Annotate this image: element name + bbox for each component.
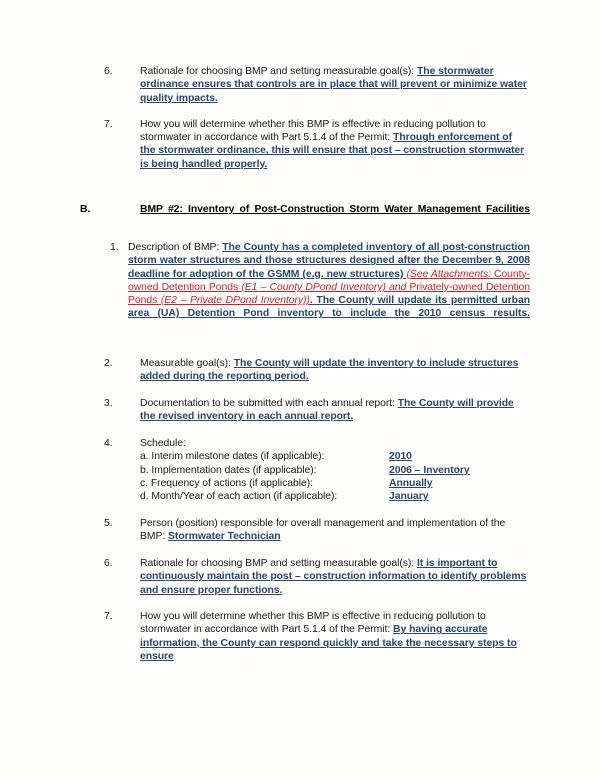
schedule-row-value: Annually	[389, 477, 433, 489]
attachment-ref-1: (See Attachments:	[403, 268, 491, 280]
item-number: 7.	[104, 118, 113, 130]
list-item	[104, 437, 530, 503]
list-item	[104, 557, 530, 597]
list-item	[104, 357, 530, 384]
item-body	[140, 118, 530, 171]
item-body	[140, 357, 530, 384]
attachment-name-2: Privately-owned Detention Ponds	[128, 281, 530, 307]
item-response: The County will provide the revised inventory in each annual report.	[140, 398, 514, 423]
item-body	[140, 557, 530, 597]
list-item	[104, 610, 530, 663]
item-prompt: Description of BMP:	[128, 242, 223, 253]
item-number: 2.	[104, 358, 113, 369]
item-prompt: Measurable goal(s):	[140, 358, 234, 369]
schedule-row	[140, 450, 530, 463]
item-prompt: Rationale for choosing BMP and setting measurable goal(s):	[140, 558, 417, 569]
list-item-measurable-goals	[104, 357, 530, 384]
schedule-label: Schedule:	[140, 438, 186, 449]
page-title: BMP #2: Inventory of Post-Construction Storm Water Management Facilities	[140, 204, 530, 215]
list-item	[104, 65, 530, 105]
schedule-row-label: a. Interim milestone dates (if applicable):	[140, 451, 325, 463]
item-number: 4.	[104, 438, 113, 449]
list-item	[104, 397, 530, 424]
item-response-part-1: The County has a completed inventory of all post-construction storm water structures and those structures designed after the December 9, 2008 deadline for adoption of the GSMM (e.g. new structures)	[128, 242, 530, 280]
list-item	[104, 517, 530, 544]
list-item-responsible-person	[104, 517, 530, 544]
item-body	[128, 241, 530, 334]
item-response: The stormwater ordinance ensures that controls are in place that will prevent or minimize water quality impacts.	[140, 66, 527, 104]
item-number: 3.	[104, 398, 113, 409]
item-number: 6.	[104, 558, 113, 569]
schedule-row	[140, 490, 530, 503]
section-letter: B.	[80, 204, 91, 215]
item-number: 6.	[104, 66, 113, 77]
section-heading	[80, 203, 530, 230]
list-item-documentation	[104, 397, 530, 424]
list-item-rationale	[104, 557, 530, 597]
item-body	[140, 437, 530, 503]
item-prompt: How you will determine whether this BMP is effective in reducing pollution to stormwater in accordance with Part 5.1.4 of the Permit:	[140, 611, 486, 636]
list-item	[104, 118, 530, 171]
item-prompt: Documentation to be submitted with each annual report:	[140, 398, 398, 409]
item-number: 1.	[110, 242, 119, 253]
item-body	[140, 517, 530, 544]
previous-bmp-items	[104, 65, 530, 171]
item-body	[140, 65, 530, 105]
schedule-row-value: 2006 – Inventory	[389, 464, 470, 476]
item-response: The County will update the inventory to include structures added during the reporting period.	[140, 358, 519, 383]
schedule-row-label: d. Month/Year of each action (if applicable):	[140, 491, 338, 503]
item-body	[140, 610, 530, 663]
item-number: 7.	[104, 611, 113, 622]
schedule-rows	[140, 450, 530, 503]
schedule-row	[140, 464, 530, 477]
item-prompt: Rationale for choosing BMP and setting measurable goal(s):	[140, 66, 417, 77]
list-item-description	[110, 241, 530, 334]
item-body	[140, 397, 530, 424]
item-number: 5.	[104, 518, 113, 529]
item-prompt: Person (position) responsible for overall management and implementation of the BMP:	[140, 518, 506, 543]
list-item-effectiveness	[104, 610, 530, 663]
item-prompt: How you will determine whether this BMP is effective in reducing pollution to stormwater in accordance with Part 5.1.4 of the Permit:	[140, 118, 486, 144]
attachment-ref-2: (E1 – County DPond Inventory) and	[241, 281, 407, 293]
item-response: Stormwater Technician	[168, 531, 281, 543]
item-response: It is important to continuously maintain the post – construction information to identify problems and ensure proper functions.	[140, 558, 527, 596]
item-response-part-2: . The County will update its permitted urban area (UA) Detention Pond inventory to include the 2010 census results.	[128, 295, 530, 320]
schedule-row	[140, 477, 530, 490]
item-response: Through enforcement of the stormwater ordinance, this will ensure that post – construction stormwater is being handled properly.	[140, 132, 525, 170]
schedule-row-label: b. Implementation dates (if applicable):	[140, 464, 317, 476]
schedule-row-label: c. Frequency of actions (if applicable):	[140, 477, 313, 489]
schedule-row-value: January	[389, 491, 429, 503]
schedule-row-value: 2010	[389, 451, 412, 463]
item-response: By having accurate information, the County can respond quickly and take the necessary steps to ensure	[140, 624, 517, 662]
attachment-name-1: County-owned Detention Ponds	[128, 268, 530, 293]
list-item-schedule	[104, 437, 530, 503]
attachment-ref-3: (E2 – Private DPond Inventory))	[160, 295, 310, 307]
